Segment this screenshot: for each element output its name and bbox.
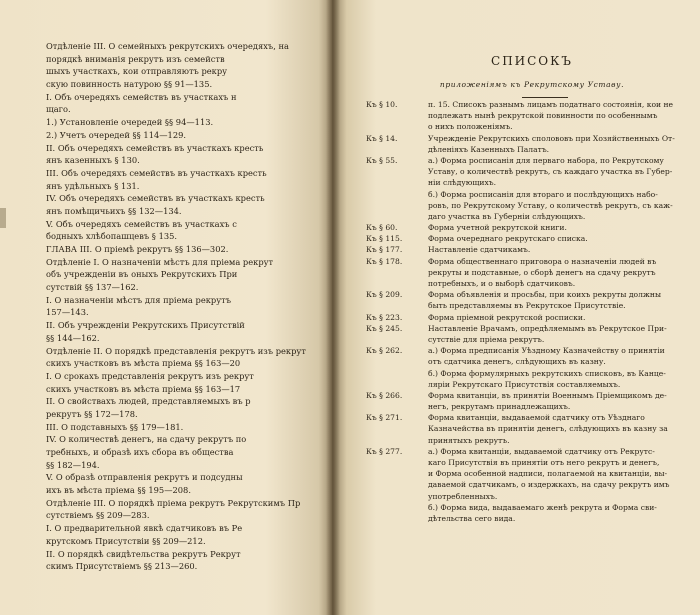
entry-text: дѣтельства сего вида. <box>428 513 516 523</box>
toc-line: II. Объ учрежденіи Рекрутскихъ Присутствій <box>46 320 245 331</box>
toc-line: щаго. <box>46 104 71 115</box>
book-gutter <box>326 0 340 615</box>
entry-text: Форма квитанціи, выдаваемой сдатчику отъ Уѣзднаго <box>428 413 645 423</box>
list-item <box>366 513 696 524</box>
entry-text: Форма пріемной рекрутской росписки. <box>428 312 586 322</box>
entry-text: а.) Форма предписанія Уѣздному Казначейству о принятіи <box>428 346 665 356</box>
toc-line: объ учрежденіи въ оныхъ Рекрутскихъ При <box>46 269 238 280</box>
toc-line: II. Объ очередяхъ семействъ въ участкахъ кресть <box>46 142 264 153</box>
section-reference: Къ § 262. <box>366 346 403 356</box>
toc-line: скую повинность натурою §§ 91—135. <box>46 79 213 90</box>
toc-line: сутствіемъ §§ 209—283. <box>46 510 150 521</box>
entry-text: о нихъ положеніямъ. <box>428 122 513 132</box>
toc-line: Отдѣленіе III. О семейныхъ рекрутскихъ очередяхъ, на <box>46 41 289 51</box>
section-reference: Къ § 178. <box>366 256 403 266</box>
list-item <box>366 423 696 434</box>
list-item <box>366 233 696 244</box>
toc-line: бодныхъ хлѣбопашцевъ § 135. <box>46 231 178 242</box>
list-item <box>366 412 696 423</box>
toc-line: §§ 144—162. <box>46 332 100 343</box>
toc-line: скимъ Присутствіемъ §§ 213—260. <box>46 561 198 572</box>
list-item <box>366 200 696 211</box>
entry-text: каго Присутствія въ принятіи отъ него рекрутъ и денегъ, <box>428 458 660 467</box>
list-item <box>366 491 696 502</box>
section-reference: Къ § 277. <box>366 446 403 456</box>
list-item <box>366 345 696 356</box>
list-item <box>366 435 696 446</box>
entry-text: Форма объявленія и просьбы, при коихъ рекруты должны <box>428 290 661 300</box>
list-item <box>366 334 696 345</box>
list-item <box>366 479 696 490</box>
list-item <box>366 390 696 401</box>
section-reference: Къ § 245. <box>366 323 403 333</box>
entry-text: даго участка въ Губерніи слѣдующихъ. <box>428 211 586 221</box>
page-edge-mark <box>0 208 6 228</box>
appendix-entries <box>366 99 696 524</box>
toc-line: I. О срокахъ представленія рекрутъ изъ рекрут <box>46 370 254 381</box>
list-item <box>366 278 696 289</box>
list-item <box>366 446 696 457</box>
list-item <box>366 379 696 390</box>
entry-text: и Форма особенной надписи, полагаемой на квитанціи, вы- <box>428 469 668 479</box>
entry-text: ляріи Рекрутскаго Присутствія составляемыхъ. <box>428 379 621 389</box>
list-item <box>366 312 696 323</box>
toc-line: §§ 182—194. <box>46 459 100 470</box>
toc-line: ихъ въ мѣста пріема §§ 195—208. <box>46 485 191 496</box>
toc-line: янъ казенныхъ § 130. <box>46 155 140 166</box>
toc-line: Отдѣленіе III. О порядкѣ пріема рекрутъ Рекрутскимъ Пр <box>46 497 301 508</box>
list-item <box>366 457 696 468</box>
entry-text: рекруты и подставные, о сборѣ денегъ на сдачу рекрутъ <box>428 267 656 277</box>
section-reference: Къ § 266. <box>366 390 403 400</box>
list-item <box>366 289 696 300</box>
entry-text: негъ, рекрутамъ принадлежащихъ. <box>428 402 571 412</box>
entry-text: б.) Форма росписанія для втораго и послѣдующихъ набо- <box>428 189 658 199</box>
toc-line: I. Объ очередяхъ семействъ въ участкахъ н <box>46 91 237 102</box>
list-item <box>366 222 696 233</box>
list-item <box>366 300 696 311</box>
toc-line: II. О свойствахъ людей, представляемыхъ въ р <box>46 396 251 407</box>
toc-line: III. О подставныхъ §§ 179—181. <box>46 421 184 432</box>
list-item <box>366 368 696 379</box>
entry-text: б.) Форма формулярныхъ рекрутскихъ списковъ, въ Канце- <box>428 368 666 378</box>
entry-text: Казначейства въ принятіи денегъ, слѣдующихъ въ казну за <box>428 424 668 434</box>
list-item <box>366 177 696 188</box>
list-item <box>366 211 696 222</box>
entry-text: а.) Форма квитанціи, выдаваемой сдатчику отъ Рекрутс- <box>428 446 655 456</box>
toc-line: 1.) Установленіе очередей §§ 94—113. <box>46 117 214 128</box>
list-subtitle: приложенiямъ къ Рекрутскому Уставу. <box>439 80 625 89</box>
list-item <box>366 468 696 479</box>
entry-text: потребныхъ, и о выборѣ сдатчиковъ. <box>428 279 576 288</box>
toc-line: скихъ участковъ въ мѣста пріема §§ 163—17 <box>46 383 241 394</box>
list-item <box>366 166 696 177</box>
list-item <box>366 502 696 513</box>
toc-line: I. О назначеніи мѣстъ для пріема рекрутъ <box>46 294 231 305</box>
toc-line: скихъ участковъ въ мѣста пріема §§ 163—20 <box>46 358 241 369</box>
left-page <box>0 0 332 615</box>
section-reference: Къ § 60. <box>366 223 398 233</box>
section-reference: Къ § 223. <box>366 312 403 322</box>
toc-line: V. Объ очередяхъ семействъ въ участкахъ с <box>46 218 237 229</box>
toc-line: Отдѣленіе I. О назначеніи мѣстъ для пріема рекрут <box>46 256 274 267</box>
toc-line: V. О образѣ отправленія рекрутъ и подсудны <box>46 472 243 483</box>
entry-text: дѣленіяхъ Казенныхъ Палатъ. <box>428 144 550 154</box>
toc-line: шыхъ участкахъ, кои отправляютъ рекру <box>46 66 228 77</box>
list-item <box>366 144 696 155</box>
list-item <box>366 267 696 278</box>
toc-line: IV. О количествѣ денегъ, на сдачу рекрутъ по <box>46 434 247 445</box>
section-reference: Къ § 10. <box>366 100 398 109</box>
list-item <box>366 356 696 367</box>
list-item <box>366 189 696 200</box>
list-item <box>366 244 696 255</box>
toc-line: ГЛАВА III. О пріемѣ рекрутъ §§ 136—302. <box>46 244 229 254</box>
toc-line: Отдѣленіе II. О порядкѣ представленія рекрутъ изъ рекрут <box>46 345 306 356</box>
entry-text: Наставленіе сдатчикамъ. <box>428 245 531 255</box>
toc-line: сутствій §§ 137—162. <box>46 282 139 293</box>
entry-text: Наставленіе Врачамъ, опредѣляемымъ въ Рекрутское При- <box>428 323 667 333</box>
entry-text: Форма учетной рекрутской книги. <box>428 223 567 233</box>
list-item <box>366 121 696 132</box>
section-reference: Къ § 55. <box>366 155 398 165</box>
entry-text: Учрежденіе Рекрутскихъ сполововъ при Хозяйственныхъ От- <box>428 133 675 143</box>
entry-text: сутствіе для пріема рекрутъ. <box>428 334 545 344</box>
entry-text: ровъ, по Рекрутскому Уставу, о количествѣ рекрутъ, съ каж- <box>428 200 673 210</box>
title-rule <box>522 97 568 98</box>
toc-line: III. Объ очередяхъ семействъ въ участкахъ кресть <box>46 167 267 178</box>
toc-line: 157—143. <box>46 307 89 318</box>
list-title: СПИСОКЪ <box>491 54 573 68</box>
list-item <box>366 110 696 121</box>
entry-text: Форма квитанціи, въ принятіи Военнымъ Пріемщикомъ де- <box>428 390 667 400</box>
toc-line: I. О предварительной явкѣ сдатчиковъ въ Ре <box>46 523 243 534</box>
list-item <box>366 256 696 267</box>
entry-text: Форма общественнаго приговора о назначеніи людей въ <box>428 256 657 266</box>
entry-text: а.) Форма росписанія для перваго набора, по Рекрутскому <box>428 155 664 165</box>
list-item <box>366 401 696 412</box>
toc-line: крутскомъ Присутствіи §§ 209—212. <box>46 535 206 546</box>
toc-line: янъ помѣщичьихъ §§ 132—134. <box>46 205 182 216</box>
entry-text: подлежатъ нынѣ рекрутской повинности по особеннымъ <box>428 111 658 121</box>
right-page <box>332 0 700 615</box>
toc-line: II. О порядкѣ свидѣтельства рекрутъ Рекрут <box>46 548 241 559</box>
list-item <box>366 155 696 166</box>
section-reference: Къ § 177. <box>366 245 403 255</box>
toc-line: янъ удѣльныхъ § 131. <box>46 180 140 191</box>
list-item <box>366 133 696 144</box>
section-reference: Къ § 14. <box>366 133 398 143</box>
toc-line: порядкѣ вниманія рекрутъ изъ семейств <box>46 53 225 64</box>
list-item <box>366 99 696 110</box>
section-reference: Къ § 115. <box>366 234 403 244</box>
section-reference: Къ § 209. <box>366 290 403 300</box>
toc-line: требныхъ, и образѣ ихъ сбора въ общества <box>46 447 234 457</box>
entry-text: употребленныхъ. <box>428 491 498 501</box>
entry-text: Уставу, о количествѣ рекрутъ, съ каждаго участка въ Губер- <box>428 167 673 177</box>
entry-text: б.) Форма вида, выдаваемаго женѣ рекрута и Форма сви- <box>428 502 657 512</box>
list-item <box>366 323 696 334</box>
entry-text: быть представляемы въ Рекрутское Присутствіе. <box>428 301 626 311</box>
toc-line: IV. Объ очередяхъ семействъ въ участкахъ кресть <box>46 193 265 204</box>
entry-text: отъ сдатчика денегъ, слѣдующихъ въ казну. <box>428 357 606 367</box>
section-reference: Къ § 271. <box>366 413 403 423</box>
toc-line: рекрутъ §§ 172—178. <box>46 408 138 419</box>
left-page-text <box>46 40 328 573</box>
entry-text: Форма очереднаго рекрутскаго списка. <box>428 234 588 244</box>
entry-text: ніи слѣдующихъ. <box>428 178 497 188</box>
entry-text: п. 15. Списокъ разнымъ лицамъ податнаго состоянія, кои не <box>428 100 674 109</box>
toc-line: 2.) Учетъ очередей §§ 114—129. <box>46 129 187 140</box>
entry-text: принятыхъ рекрутъ. <box>428 435 510 445</box>
entry-text: даваемой сдатчикамъ, о издержкахъ, на сдачу рекрутъ имъ <box>428 480 670 490</box>
